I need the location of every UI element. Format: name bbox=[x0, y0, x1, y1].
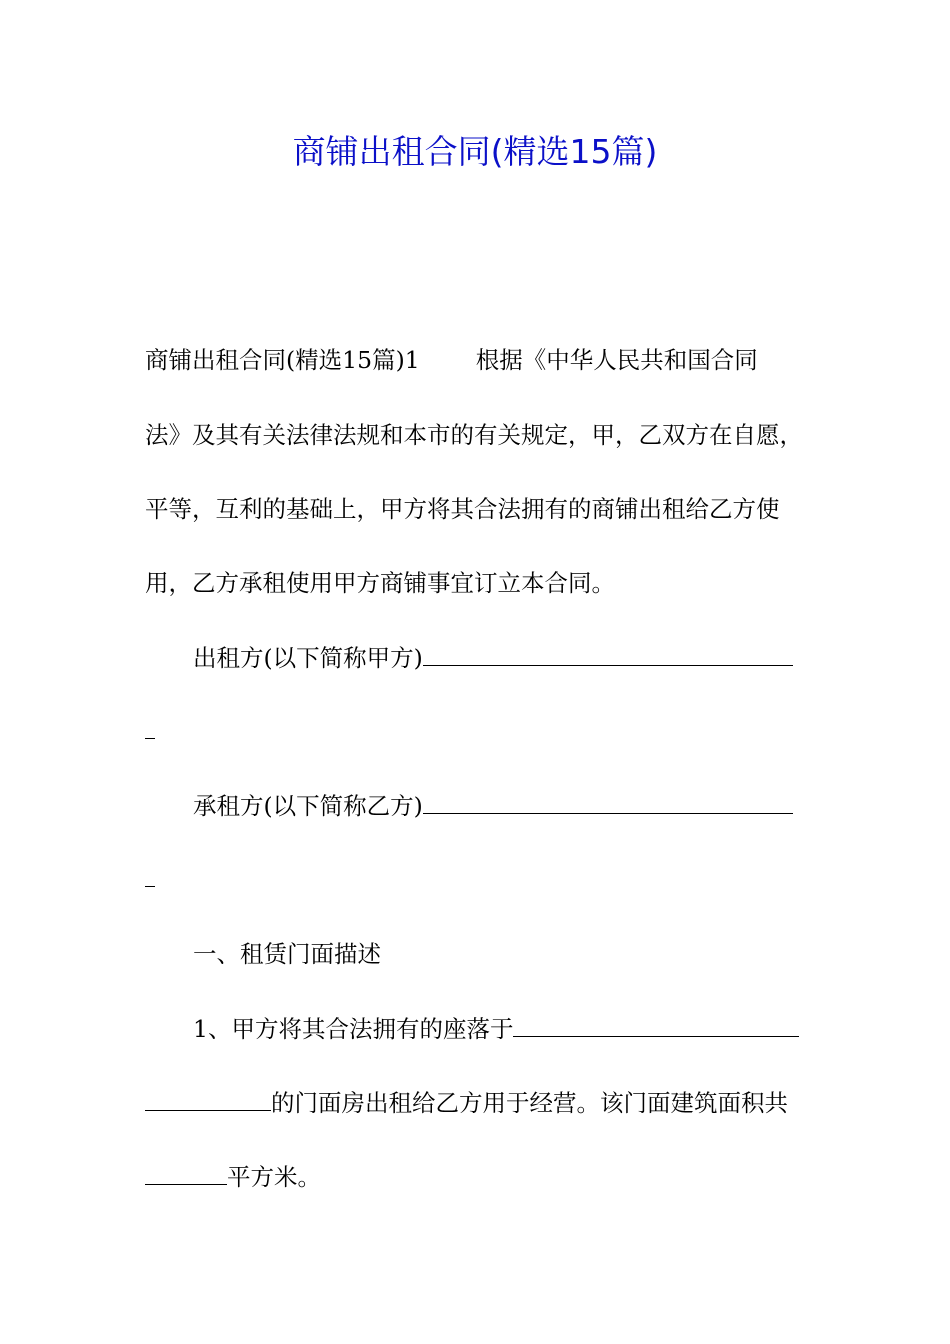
blank-tail bbox=[145, 716, 155, 739]
lessee-line bbox=[193, 791, 793, 821]
lessor-line bbox=[193, 643, 793, 673]
item-line bbox=[145, 1088, 788, 1118]
lessor-label: 出租方(以下简称甲方) bbox=[193, 644, 423, 672]
lessor-blank bbox=[423, 643, 793, 666]
contract-heading: 商铺出租合同(精选15篇)1 bbox=[145, 346, 420, 374]
document-title: 商铺出租合同(精选15篇) bbox=[292, 132, 658, 171]
location-blank-continuation bbox=[145, 1088, 271, 1111]
item-text: 1、甲方将其合法拥有的座落于 bbox=[193, 1015, 514, 1043]
lessee-label: 承租方(以下简称乙方) bbox=[193, 792, 423, 820]
lessee-blank bbox=[423, 791, 793, 814]
paragraph-line bbox=[145, 345, 758, 375]
location-blank bbox=[513, 1014, 799, 1037]
paragraph-text: 根据《中华人民共和国合同 bbox=[475, 346, 758, 374]
blank-tail bbox=[145, 864, 155, 887]
section-heading: 一、租赁门面描述 bbox=[193, 940, 381, 968]
paragraph-line: 用，乙方承租使用甲方商铺事宜订立本合同。 bbox=[145, 569, 615, 597]
paragraph-line: 法》及其有关法律法规和本市的有关规定，甲，乙双方在自愿， bbox=[145, 421, 803, 449]
item-line bbox=[193, 1014, 799, 1044]
item-text: 平方米。 bbox=[227, 1163, 321, 1191]
paragraph-line: 平等，互利的基础上，甲方将其合法拥有的商铺出租给乙方使 bbox=[145, 495, 780, 523]
area-blank bbox=[145, 1162, 227, 1185]
lessee-blank-continuation bbox=[145, 864, 155, 894]
item-text: 的门面房出租给乙方用于经营。该门面建筑面积共 bbox=[271, 1089, 788, 1117]
lessor-blank-continuation bbox=[145, 716, 155, 746]
item-line bbox=[145, 1162, 321, 1192]
